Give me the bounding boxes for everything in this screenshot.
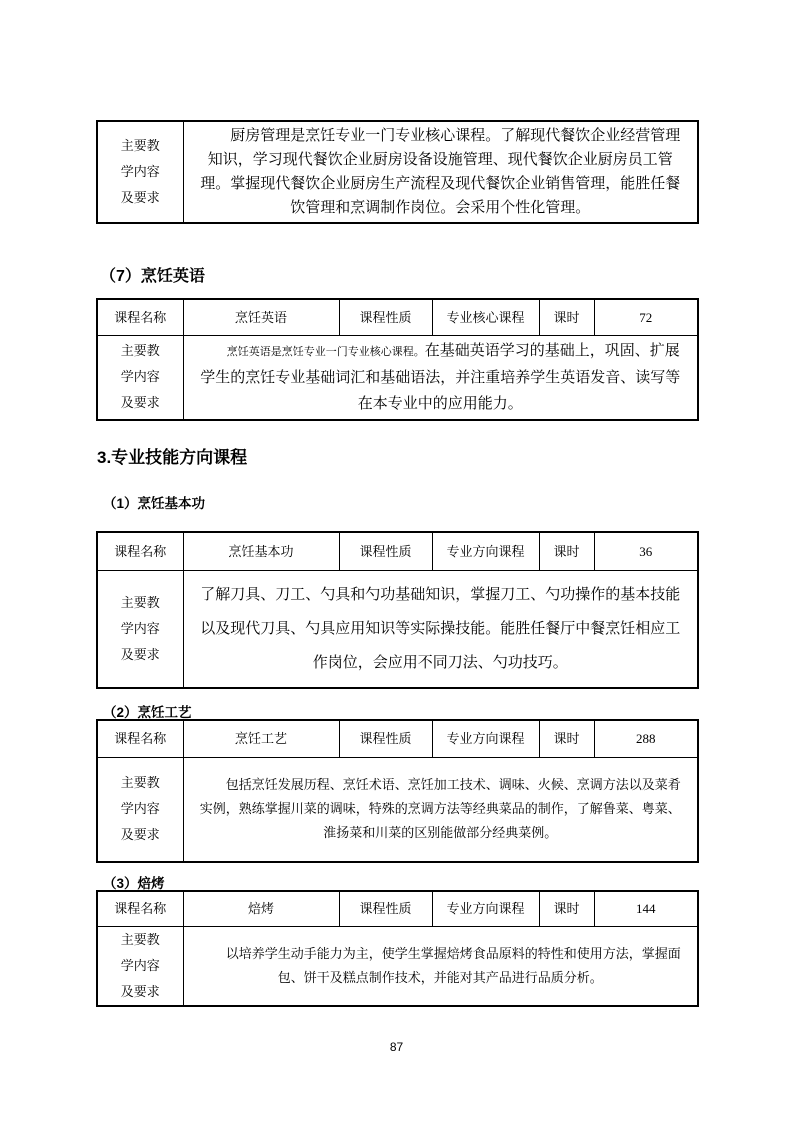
course-nature-label-cell: 课程性质 — [339, 532, 432, 570]
teaching-content-label-cell — [97, 757, 183, 862]
culinary-craft-table — [96, 719, 699, 863]
course-name-value-cell: 烹饪基本功 — [183, 532, 339, 570]
hours-label-cell: 课时 — [539, 299, 594, 335]
subsection-2-heading: （2）烹饪工艺 — [103, 705, 192, 720]
content-intro-text: 烹饪英语是烹饪专业一门专业核心课程。 — [226, 345, 425, 358]
teaching-label-line1: 主要教 — [120, 931, 160, 947]
kitchen-management-continuation-table — [96, 120, 699, 224]
teaching-label-line1: 主要教 — [120, 594, 160, 610]
teaching-label-line2: 学内容 — [120, 801, 160, 817]
hours-value-cell: 72 — [594, 299, 698, 335]
teaching-label-line2: 学内容 — [120, 369, 160, 384]
baking-content-text: 以培养学生动手能力为主，使学生掌握焙烤食品原料的特性和使用方法，掌握面包、饼干及糕点制作技术，并能对其产品进行品质分析。 — [225, 945, 681, 985]
course-name-value-cell: 烹饪工艺 — [183, 720, 339, 757]
page-number: 87 — [389, 1040, 404, 1054]
teaching-content-label-cell — [97, 570, 183, 688]
course-name-value-cell: 烹饪英语 — [183, 299, 339, 335]
hours-value-cell: 288 — [594, 720, 698, 757]
culinary-basics-content-cell — [183, 570, 698, 688]
teaching-label-line2: 学内容 — [120, 957, 160, 973]
teaching-label-line3: 及要求 — [120, 646, 160, 662]
course-nature-value-cell: 专业核心课程 — [432, 299, 539, 335]
teaching-content-label-cell — [97, 121, 183, 223]
teaching-label-line3: 及要求 — [120, 827, 160, 843]
course-name-label-cell: 课程名称 — [97, 720, 183, 757]
subsection-3-heading: （3）焙烤 — [103, 876, 165, 891]
teaching-label-line1: 主要教 — [120, 138, 160, 153]
culinary-craft-content-cell — [183, 757, 698, 862]
teaching-content-label-cell — [97, 926, 183, 1006]
course-name-value-cell: 焙烤 — [183, 891, 339, 926]
course-nature-value-cell: 专业方向课程 — [432, 532, 539, 570]
course-nature-label-cell: 课程性质 — [339, 891, 432, 926]
course-name-label-cell: 课程名称 — [97, 299, 183, 335]
teaching-content-label-cell — [97, 335, 183, 420]
hours-label-cell: 课时 — [539, 720, 594, 757]
kitchen-management-content-text: 厨房管理是烹饪专业一门专业核心课程。了解现代餐饮企业经营管理知识，学习现代餐饮企业厨房设备设施管理、现代餐饮企业厨房员工管理。掌握现代餐饮企业厨房生产流程及现代餐饮企业销售管理，能胜任餐饮管理和烹调制作岗位。会采用个性化管理。 — [200, 128, 681, 216]
section-3-heading: 3.专业技能方向课程 — [97, 448, 248, 467]
culinary-english-content-text — [184, 336, 698, 419]
teaching-label-line3: 及要求 — [120, 983, 160, 999]
course-nature-label-cell: 课程性质 — [339, 299, 432, 335]
hours-label-cell: 课时 — [539, 891, 594, 926]
course-nature-value-cell: 专业方向课程 — [432, 891, 539, 926]
teaching-label-line3: 及要求 — [120, 190, 160, 205]
course-name-label-cell: 课程名称 — [97, 891, 183, 926]
teaching-label-line1: 主要教 — [120, 343, 160, 358]
course-nature-label-cell: 课程性质 — [339, 720, 432, 757]
course-nature-value-cell: 专业方向课程 — [432, 720, 539, 757]
teaching-label-line2: 学内容 — [120, 164, 160, 179]
culinary-english-table — [96, 298, 699, 421]
teaching-label-line1: 主要教 — [120, 775, 160, 791]
hours-label-cell: 课时 — [539, 532, 594, 570]
hours-value-cell: 36 — [594, 532, 698, 570]
hours-value-cell: 144 — [594, 891, 698, 926]
subsection-1-heading: （1）烹饪基本功 — [103, 496, 206, 511]
teaching-label-line3: 及要求 — [120, 395, 160, 410]
course-name-label-cell: 课程名称 — [97, 532, 183, 570]
section-7-heading: （7）烹饪英语 — [100, 268, 205, 285]
culinary-craft-content-text: 包括烹饪发展历程、烹饪术语、烹饪加工技术、调味、火候、烹调方法以及菜肴实例，熟练掌握川菜的调味，特殊的烹调方法等经典菜品的制作，了解鲁菜、粤菜、淮扬菜和川菜的区别能做部分经典菜例。 — [199, 777, 681, 841]
teaching-label-line2: 学内容 — [120, 620, 160, 636]
baking-content-cell — [183, 926, 698, 1006]
content-rest-text: 在基础英语学习的基础上，巩固、扩展学生的烹饪专业基础词汇和基础语法，并注重培养学生英语发音、读写等在本专业中的应用能力。 — [200, 342, 681, 412]
culinary-english-content-cell — [183, 335, 698, 420]
kitchen-management-content-cell — [183, 121, 698, 223]
baking-table — [96, 890, 699, 1007]
culinary-basics-table — [96, 531, 699, 689]
culinary-basics-content-text: 了解刀具、刀工、勺具和勺功基础知识，掌握刀工、勺功操作的基本技能以及现代刀具、勺具应用知识等实际操技能。能胜任餐厅中餐烹饪相应工作岗位，会应用不同刀法、勺功技巧。 — [200, 586, 681, 671]
